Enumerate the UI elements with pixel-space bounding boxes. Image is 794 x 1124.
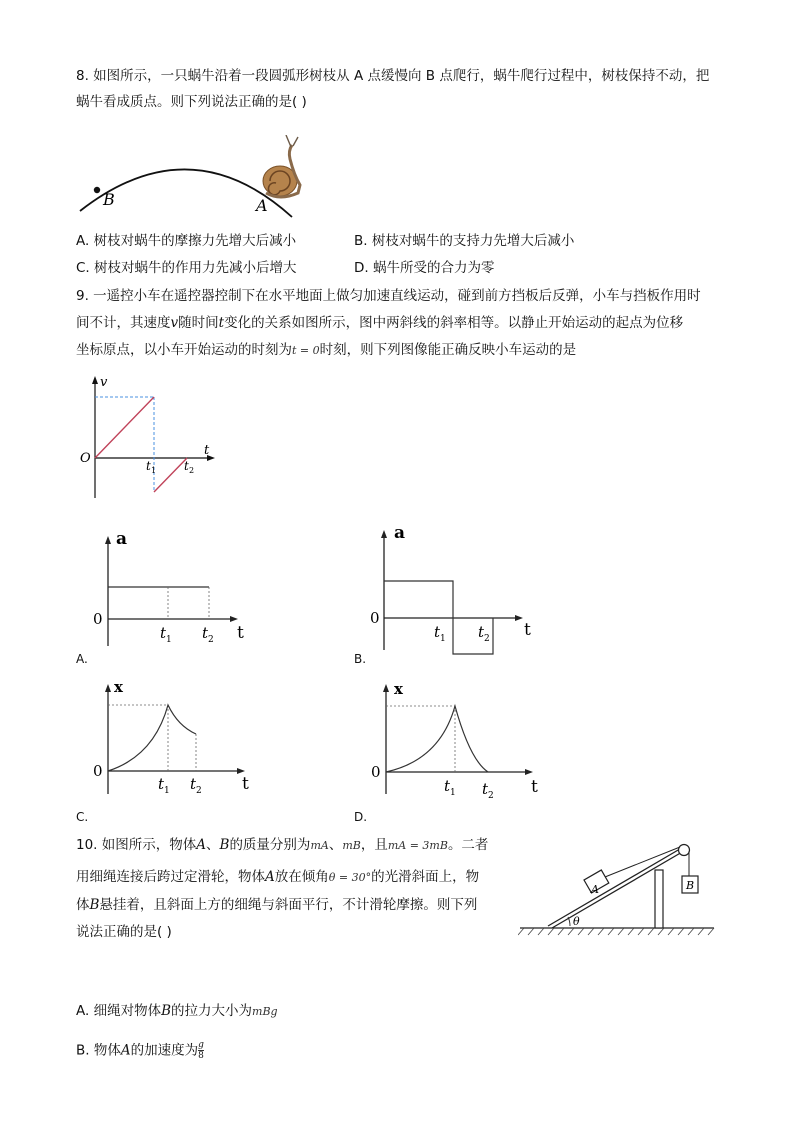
svg-text:0: 0	[93, 610, 103, 628]
svg-text:1: 1	[166, 635, 172, 645]
pulley	[679, 845, 690, 856]
q9-graph-b-label: B.	[354, 652, 367, 666]
svg-text:t: t	[242, 774, 249, 794]
svg-text:1: 1	[164, 786, 170, 796]
svg-text:0: 0	[371, 763, 381, 781]
point-b-dot	[94, 187, 100, 193]
q8-branch-figure	[70, 135, 310, 230]
svg-text:1: 1	[151, 466, 157, 475]
svg-text:2: 2	[189, 466, 195, 475]
svg-text:0: 0	[93, 762, 103, 780]
q10-incline-figure	[518, 838, 718, 940]
q8-option-c: C. 树枝对蜗牛的作用力先减小后增大	[76, 260, 297, 276]
svg-text:t: t	[531, 777, 538, 797]
q10-option-b: B. 物体A的加速度为 $\frac{g}{8}$	[76, 1040, 204, 1061]
q10-option-a: A. 细绳对物体B的拉力大小为mBg	[76, 1003, 278, 1019]
q8-option-d: D. 蜗牛所受的合力为零	[354, 260, 495, 276]
fraction-g-over-8: $\frac{g}{8}$	[198, 1040, 204, 1061]
svg-text:t: t	[190, 775, 197, 793]
svg-text:0: 0	[370, 609, 380, 627]
svg-text:t: t	[237, 623, 244, 643]
svg-text:a: a	[394, 523, 406, 543]
q9-graph-a-label: A.	[76, 652, 88, 666]
svg-text:t: t	[160, 624, 167, 642]
label-b: B	[103, 190, 115, 209]
label-a: A	[256, 196, 268, 215]
svg-text:a: a	[116, 529, 128, 549]
svg-text:1: 1	[450, 788, 456, 798]
svg-text:t: t	[204, 443, 210, 458]
q9-vt-figure	[76, 370, 226, 510]
svg-text:2: 2	[208, 635, 214, 645]
q9-graph-d-label: D.	[354, 810, 368, 824]
q8-option-b: B. 树枝对蜗牛的支持力先增大后减小	[354, 233, 575, 249]
svg-text:B: B	[686, 879, 695, 892]
q9-stem-line2: 间不计，其速度v随时间t变化的关系如图所示，图中两斜线的斜率相等。以静止开始运动的起点为位移	[76, 315, 684, 331]
svg-text:t: t	[444, 777, 451, 795]
q8-stem-line1: 8. 如图所示，一只蜗牛沿着一段圆弧形树枝从 A 点缓慢向 B 点爬行，蜗牛爬行过程中，树枝保持不动，把	[76, 68, 710, 84]
svg-text:2: 2	[196, 786, 202, 796]
q10-stem-line1: 10. 如图所示，物体A、B的质量分别为mA、mB，且mA = 3mB。二者	[76, 837, 489, 853]
q10-stem-line2: 用细绳连接后跨过定滑轮，物体A放在倾角θ = 30°的光滑斜面上，物	[76, 869, 480, 885]
q8-stem-line2: 蜗牛看成质点。则下列说法正确的是( )	[76, 94, 307, 110]
vt-line-return	[154, 458, 187, 492]
q9-graph-d	[364, 676, 544, 804]
svg-text:θ: θ	[573, 915, 580, 928]
vt-line-accel	[95, 397, 154, 458]
q8-option-a: A. 树枝对蜗牛的摩擦力先增大后减小	[76, 233, 297, 249]
svg-text:t: t	[158, 775, 165, 793]
svg-text:x: x	[114, 678, 123, 696]
svg-text:2: 2	[488, 791, 494, 801]
q9-graph-b	[364, 520, 544, 660]
svg-text:v: v	[100, 375, 108, 390]
svg-text:x: x	[394, 680, 403, 698]
svg-text:A: A	[591, 883, 599, 896]
q9-stem-line1: 9. 一遥控小车在遥控器控制下在水平地面上做匀加速直线运动，碰到前方挡板后反弹，小车与挡板作用时	[76, 288, 701, 304]
svg-text:t: t	[434, 623, 441, 641]
svg-text:O: O	[80, 451, 91, 466]
svg-text:2: 2	[484, 634, 490, 644]
svg-text:t: t	[184, 459, 189, 473]
svg-text:t: t	[482, 780, 489, 798]
svg-text:t: t	[146, 459, 151, 473]
svg-text:t: t	[478, 623, 485, 641]
svg-text:t: t	[524, 620, 531, 640]
q9-stem-line3: 坐标原点，以小车开始运动的时刻为t = 0时刻，则下列图像能正确反映小车运动的是	[76, 342, 577, 358]
q10-stem-line4: 说法正确的是( )	[76, 924, 172, 940]
q9-graph-c	[86, 676, 256, 804]
q9-graph-c-label: C.	[76, 810, 89, 824]
q10-stem-line3: 体B悬挂着，且斜面上方的细绳与斜面平行，不计滑轮摩擦。则下列	[76, 897, 478, 913]
svg-text:t: t	[202, 624, 209, 642]
q9-graph-a	[86, 528, 256, 650]
svg-text:1: 1	[440, 634, 446, 644]
snail-icon	[263, 135, 300, 197]
